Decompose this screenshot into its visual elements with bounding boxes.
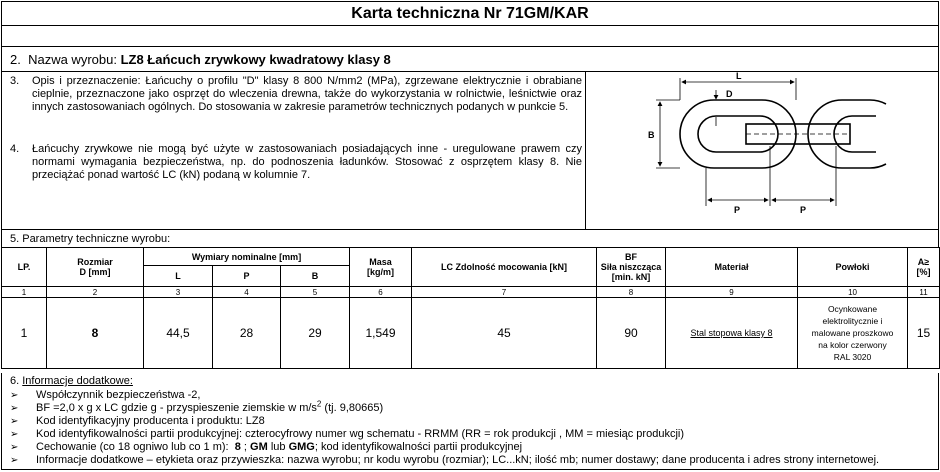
additional-info-list bbox=[10, 389, 879, 467]
point-number: 4. bbox=[10, 143, 20, 155]
additional-info-heading: 6. Informacje dodatkowe: bbox=[10, 375, 133, 387]
cell-B: 29 bbox=[281, 298, 350, 369]
cell-L: 44,5 bbox=[144, 298, 213, 369]
section-number: 2. bbox=[10, 52, 21, 67]
header-mass: Masa [kg/m] bbox=[350, 248, 412, 287]
list-item: ➢ Kod identyfikacyjny producenta i produktu: LZ8 bbox=[10, 415, 265, 427]
description-point-3 bbox=[10, 75, 582, 114]
cell-lp: 1 bbox=[2, 298, 47, 369]
product-name: LZ8 Łańcuch zrywkowy kwadratowy klasy 8 bbox=[120, 52, 391, 67]
additional-info-section bbox=[1, 373, 939, 470]
table-index-row: 1 2 3 4 5 6 7 8 9 10 11 bbox=[2, 287, 940, 298]
cell-size: 8 bbox=[47, 298, 144, 369]
cell-P: 28 bbox=[213, 298, 281, 369]
parameters-table bbox=[1, 247, 940, 369]
header-size: Rozmiar D [mm] bbox=[47, 248, 144, 287]
cell-elongation: 15 bbox=[908, 298, 940, 369]
dimension-label-B: B bbox=[648, 130, 655, 140]
list-item: ➢ BF =2,0 x g x LC gdzie g - przyspieszenie ziemskie w $m/s^2$ (tj. 9,80665) bbox=[10, 399, 384, 414]
parameters-title: 5. Parametry techniczne wyrobu: bbox=[1, 230, 939, 248]
list-item: ➢ Kod identyfikowalności partii produkcyjnej: czterocyfrowy numer wg schematu - RRMM (RR = rok produkcji , MM = miesiąc produkcji) bbox=[10, 428, 684, 440]
header-material: Materiał bbox=[666, 248, 798, 287]
arrow-bullet-icon: ➢ bbox=[10, 403, 19, 414]
description-section bbox=[1, 72, 586, 230]
arrow-bullet-icon: ➢ bbox=[10, 429, 19, 440]
header-elongation: A≥ [%] bbox=[908, 248, 940, 287]
table-header-row bbox=[2, 248, 940, 266]
table-row bbox=[2, 298, 940, 369]
list-item: ➢ Współczynnik bezpieczeństwa -2, bbox=[10, 389, 201, 401]
arrow-bullet-icon: ➢ bbox=[10, 390, 19, 401]
cell-material: Stal stopowa klasy 8 bbox=[666, 298, 798, 369]
point-number: 3. bbox=[10, 75, 20, 87]
cell-mass: 1,549 bbox=[350, 298, 412, 369]
arrow-bullet-icon: ➢ bbox=[10, 416, 19, 427]
cell-coating: Ocynkowane elektrolitycznie i malowane proszkowo na kolor czerwony RAL 3020 bbox=[798, 298, 908, 369]
header-dimensions: Wymiary nominalne [mm] bbox=[144, 248, 350, 266]
document-title: Karta techniczna Nr 71GM/KAR bbox=[1, 1, 939, 26]
dimension-label-L: L bbox=[736, 72, 742, 81]
arrow-bullet-icon: ➢ bbox=[10, 442, 19, 453]
dimension-label-D: D bbox=[726, 89, 733, 99]
header-L: L bbox=[144, 266, 213, 287]
header-lc: LC Zdolność mocowania [kN] bbox=[412, 248, 597, 287]
point-text: Opis i przeznaczenie: Łańcuchy o profilu "D" klasy 8 800 N/mm2 (MPa), zgrzewane elektrycznie i obrabiane cieplnie, przeznaczone jako osprzęt do wleczenia drewna, także do wykorzystania w rolnictwie, leśnictwie oraz innych zastosowaniach ogólnych. Do stosowania w zakresie parametrów technicznych podanych w punkcie 5. bbox=[32, 75, 582, 113]
list-item: ➢ Cechowanie (co 18 ogniwo lub co 1 m): 8 ; GM lub GMG; kod identyfikowalności partii produkcyjnej bbox=[10, 441, 523, 453]
header-P: P bbox=[213, 266, 281, 287]
technical-card bbox=[1, 1, 939, 470]
point-text: Łańcuchy zrywkowe nie mogą być użyte w zastosowaniach posiadających inne - uregulowane prawem czy normami wymagania bezpieczeństwa, np. do podnoszenia ładunków. Stosować z osprzętem klasy 8. Nie przeciążać ponad wartość LC (kN) podaną w kolumnie 7. bbox=[32, 143, 582, 181]
cell-lc: 45 bbox=[412, 298, 597, 369]
product-name-section bbox=[1, 47, 939, 72]
chain-diagram-panel bbox=[585, 72, 939, 230]
header-lp: LP. bbox=[2, 248, 47, 287]
header-bf: BF Siła niszcząca [min. kN] bbox=[597, 248, 666, 287]
cell-bf: 90 bbox=[597, 298, 666, 369]
product-name-label: Nazwa wyrobu: bbox=[28, 52, 117, 67]
dimension-label-P: P bbox=[734, 205, 741, 215]
list-item: ➢ Informacje dodatkowe – etykieta oraz przywieszka: nazwa wyrobu; nr kodu wyrobu (rozmiar); LC...kN; ilość mb; numer dostawy; dane producenta i adres strony internetowej. bbox=[10, 454, 880, 466]
header-coating: Powłoki bbox=[798, 248, 908, 287]
chain-link-diagram bbox=[586, 72, 938, 228]
header-B: B bbox=[281, 266, 350, 287]
blank-row bbox=[1, 26, 939, 47]
description-point-4 bbox=[10, 143, 582, 182]
dimension-label-P: P bbox=[800, 205, 807, 215]
arrow-bullet-icon: ➢ bbox=[10, 455, 19, 466]
